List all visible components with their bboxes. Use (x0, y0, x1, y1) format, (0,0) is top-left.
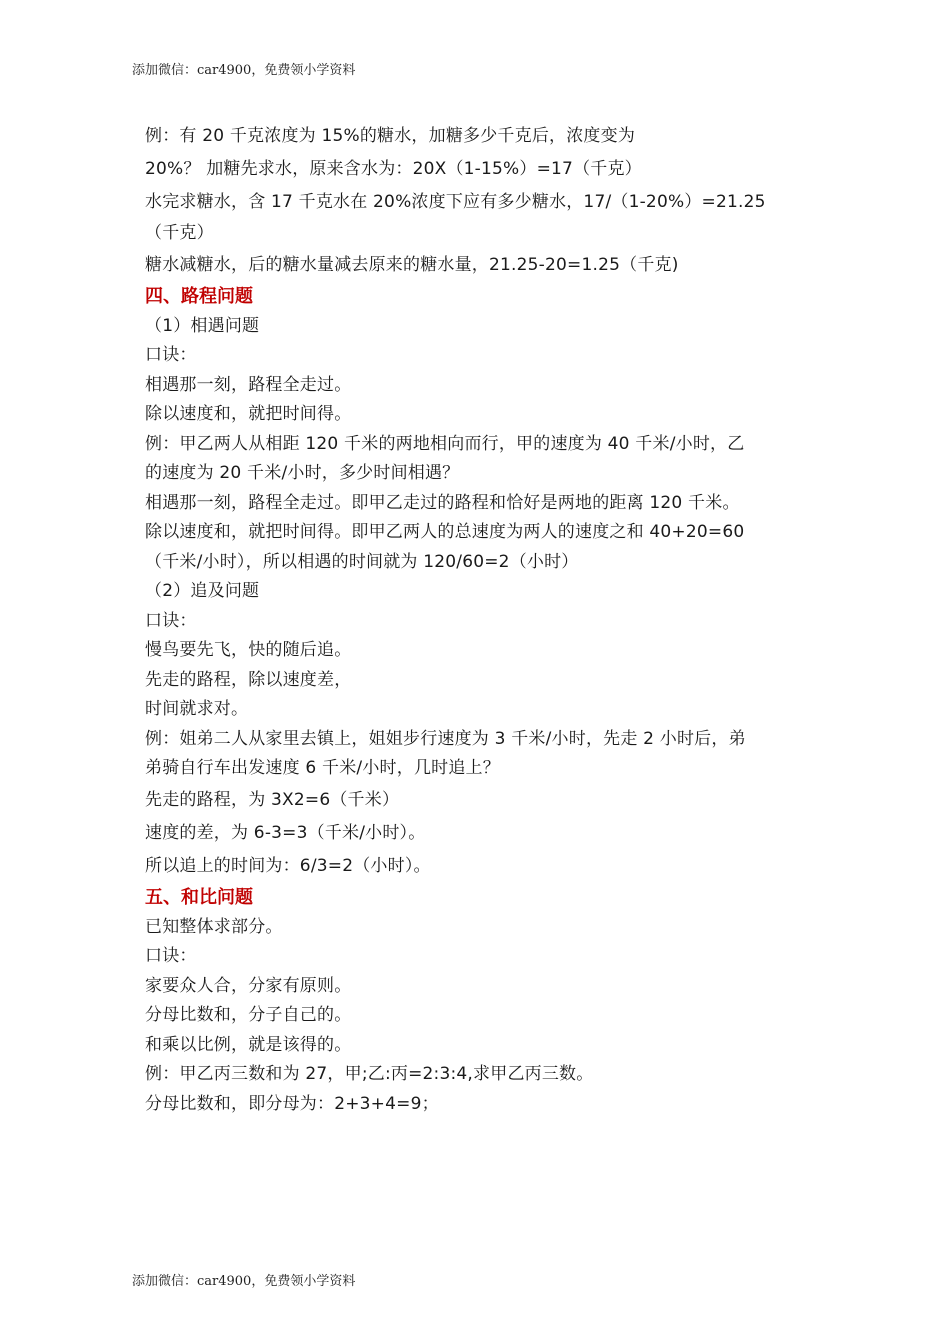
paragraph-line: 的速度为 20 千米/小时，多少时间相遇？ (145, 463, 460, 483)
paragraph-line: 和乘以比例，就是该得的。 (145, 1034, 352, 1055)
paragraph-line: 分母比数和，即分母为：2+3+4=9； (145, 1093, 439, 1114)
paragraph-line: 例：有 20 千克浓度为 15%的糖水，加糖多少千克后，浓度变为 (145, 126, 636, 146)
subsection-title: （1）相遇问题 (145, 315, 260, 336)
paragraph-line: 口诀： (145, 345, 197, 365)
page-footer-watermark: 添加微信：car4900，免费领小学资料 (132, 1274, 356, 1289)
paragraph-line: 分母比数和，分子自己的。 (145, 1005, 352, 1025)
paragraph-line: 糖水减糖水，后的糖水量减去原来的糖水量，21.25-20=1.25（千克) (145, 254, 679, 275)
paragraph-line: 例：甲乙两人从相距 120 千米的两地相向而行，甲的速度为 40 千米/小时，乙 (145, 433, 745, 454)
paragraph-line: 口诀： (145, 946, 197, 966)
paragraph-line: 慢鸟要先飞，快的随后追。 (145, 640, 352, 660)
paragraph-line: 口诀： (145, 610, 197, 631)
paragraph-line: 弟骑自行车出发速度 6 千米/小时，几时追上？ (145, 758, 500, 778)
paragraph-line: 已知整体求部分。 (145, 916, 283, 937)
paragraph-line: 时间就求对。 (145, 699, 249, 719)
paragraph-line: 家要众人合，分家有原则。 (145, 975, 352, 996)
paragraph-line: 例：姐弟二人从家里去镇上，姐姐步行速度为 3 千米/小时，先走 2 小时后，弟 (145, 728, 746, 749)
paragraph-line: 相遇那一刻，路程全走过。即甲乙走过的路程和恰好是两地的距离 120 千米。 (145, 492, 740, 513)
paragraph-line: （千克） (145, 223, 214, 243)
paragraph-line: 相遇那一刻，路程全走过。 (145, 374, 352, 395)
document-body (145, 120, 825, 1119)
paragraph-line: 例：甲乙丙三数和为 27，甲;乙:丙=2:3:4,求甲乙丙三数。 (145, 1064, 594, 1084)
paragraph-line: 速度的差，为 6-3=3（千米/小时）。 (145, 822, 426, 843)
paragraph-line: 水完求糖水，含 17 千克水在 20%浓度下应有多少糖水，17/（1-20%）=21.25 (145, 192, 766, 212)
paragraph-line: 所以追上的时间为：6/3=2（小时）。 (145, 855, 431, 876)
section-heading-route-problems: 四、路程问题 (145, 285, 253, 307)
paragraph-line: 除以速度和，就把时间得。 (145, 404, 352, 424)
paragraph-line: 先走的路程，为 3X2=6（千米） (145, 789, 400, 810)
section-heading-ratio-problems: 五、和比问题 (145, 886, 253, 908)
paragraph-line: 除以速度和，就把时间得。即甲乙两人的总速度为两人的速度之和 40+20=60 (145, 522, 745, 542)
paragraph-line: 20%？ 加糖先求水，原来含水为：20X（1-15%）=17（千克） (145, 159, 642, 179)
paragraph-line: 先走的路程，除以速度差， (145, 669, 352, 690)
page-header-watermark: 添加微信：car4900，免费领小学资料 (132, 63, 356, 78)
subsection-title: （2）追及问题 (145, 581, 260, 601)
paragraph-line: （千米/小时），所以相遇的时间就为 120/60=2（小时） (145, 551, 579, 572)
